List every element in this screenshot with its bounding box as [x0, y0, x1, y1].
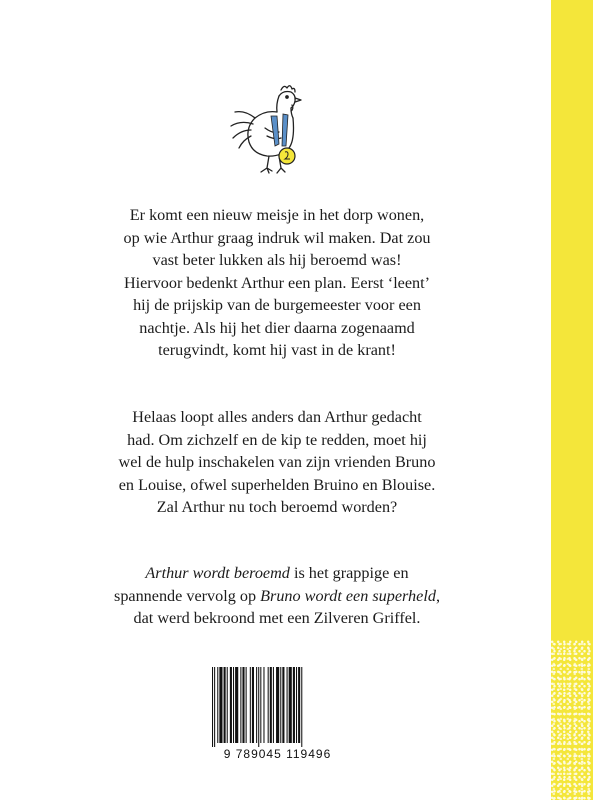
blurb-paragraph-2 [92, 406, 462, 519]
blurb-line: dat werd bekroond met een Zilveren Griffel. [133, 609, 421, 627]
blurb-text: is het grappige en [289, 564, 409, 582]
blurb-paragraph-1 [92, 204, 462, 362]
spine-texture [551, 640, 593, 800]
blurb-line: Er komt een nieuw meisje in het dorp wonen, [129, 206, 425, 224]
blurb-paragraph-3 [92, 562, 462, 630]
blurb-line: hij de prijskip van de burgemeester voor een [133, 296, 421, 314]
barcode-bars [207, 665, 348, 747]
blurb-line: en Louise, ofwel superhelden Bruino en Blouise. [118, 475, 436, 494]
blurb-line: nachtje. Als hij het dier daarna zogenaamd [139, 318, 415, 337]
blurb-line: Hiervoor bedenkt Arthur een plan. Eerst ‘leent’ [123, 273, 431, 292]
blurb-line: op wie Arthur graag indruk wil maken. Dat zou [123, 228, 431, 247]
blurb-line: terugvindt, komt hij vast in de krant! [158, 341, 396, 359]
blurb-text: , [435, 586, 440, 605]
blurb-line: wel de hulp inschakelen van zijn vrienden Bruno [118, 453, 436, 471]
blurb-line [92, 585, 462, 608]
chicken-with-medal-icon [223, 78, 303, 178]
blurb-line: had. Om zichzelf en de kip te redden, moet hij [127, 430, 427, 449]
book-title-arthur: Arthur wordt beroemd [145, 564, 290, 582]
blurb-line: vast beter lukken als hij beroemd was! [152, 251, 402, 269]
isbn-number: 9 789045 119496 [223, 747, 332, 761]
isbn-barcode [207, 665, 348, 765]
blurb-text: spannende vervolg op [114, 586, 261, 605]
book-title-bruno: Bruno wordt een superheld [260, 586, 436, 605]
blurb-line: Zal Arthur nu toch beroemd worden? [156, 498, 398, 516]
blurb-line [92, 562, 462, 585]
blurb-line: Helaas loopt alles anders dan Arthur gedacht [132, 408, 422, 426]
